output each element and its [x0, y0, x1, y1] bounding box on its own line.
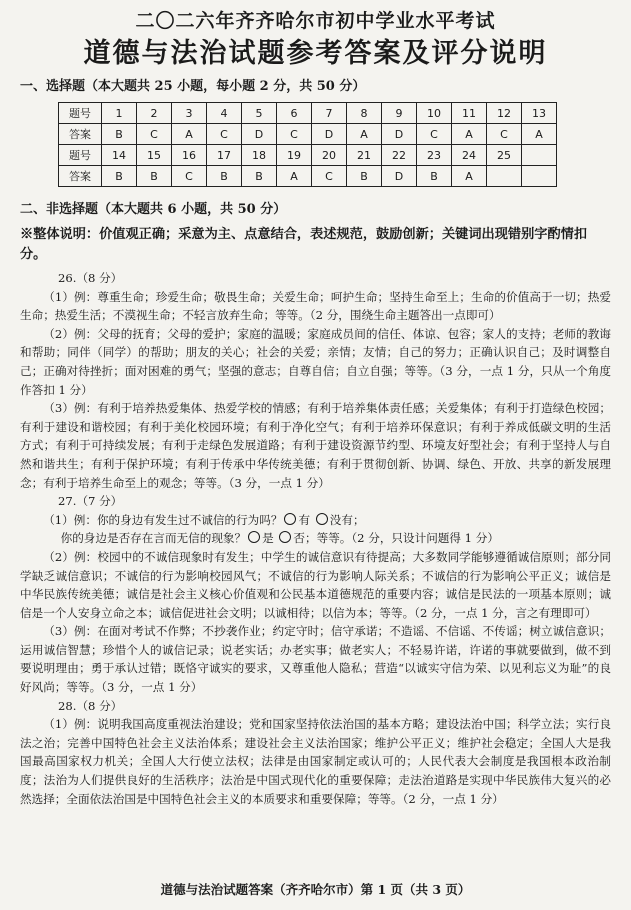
table-cell: 25 — [487, 145, 522, 166]
table-cell: B — [242, 166, 277, 187]
table-cell: 9 — [382, 103, 417, 124]
table-cell: 11 — [452, 103, 487, 124]
table-cell: 1 — [102, 103, 137, 124]
table-cell: B — [417, 166, 452, 187]
q26-answer-2: （2）例：父母的抚育；父母的爱护；家庭的温暖；家庭成员间的信任、体谅、包容；家人的支持；老师的教诲和帮助；同伴（同学）的帮助；朋友的关心；社会的关爱；亲情；友情；自己的努力；正确认识自己；及时调整自己；正确对待挫折；面对困难的勇气；坚强的意志；自尊自信；自立自强；等等。（3 分，一点 1 分，只从一个角度作答扣 1 分） — [20, 326, 611, 397]
table-row — [59, 103, 557, 124]
table-row — [59, 124, 557, 145]
table-cell: A — [347, 124, 382, 145]
table-cell: A — [277, 166, 312, 187]
table-cell: A — [172, 124, 207, 145]
scoring-note: ※整体说明：价值观正确；采意为主、点意结合，表述规范，鼓励创新；关键词出现错别字酌情扣分。 — [20, 227, 588, 262]
table-cell: 18 — [242, 145, 277, 166]
q27-heading: 27.（7 分） — [58, 494, 123, 509]
table-cell: C — [172, 166, 207, 187]
table-cell: A — [452, 124, 487, 145]
table-cell: C — [312, 166, 347, 187]
q27-answer-1b — [20, 529, 611, 548]
q26-heading: 26.（8 分） — [58, 271, 123, 285]
table-cell: 20 — [312, 145, 347, 166]
q27-answer-3 — [20, 622, 611, 696]
table-cell: B — [207, 166, 242, 187]
table-cell: 3 — [172, 103, 207, 124]
option-circle-icon — [284, 513, 296, 525]
table-cell: C — [277, 124, 312, 145]
q28-heading: 28.（8 分） — [58, 698, 123, 713]
table-row — [59, 145, 557, 166]
option-circle-icon — [316, 513, 328, 525]
option-label: 有 — [298, 512, 311, 527]
exam-title: 二〇二六年齐齐哈尔市初中学业水平考试 — [135, 10, 496, 32]
table-cell: B — [137, 166, 172, 187]
q27-answer-3-part1: （3）例：在面对考试不作弊；不抄袭作业；约定守时；信守承诺；不造谣、不信谣、不传谣； — [43, 624, 530, 639]
table-cell — [522, 166, 557, 187]
table-cell: D — [242, 124, 277, 145]
table-cell: C — [137, 124, 172, 145]
table-cell: 5 — [242, 103, 277, 124]
q28-answer-1: （1）例：说明我国高度重视法治建设；党和国家坚持依法治国的基本方略；建设法治中国；科学立法；实行良法之治；完善中国特色社会主义法治体系；建设社会主义法治国家；维护公平正义；维护社会稳定；全国人大是我国最高国家权力机关；全国人大行使立法权；法律是由国家制定或认可的；人民代表大会制度是我国根本政治制度；法治为人们提供良好的生活秩序；法治是中国式现代化的重要保障；走法治道路是实现中华民族伟大复兴的必然选择；全面依法治国是中国特色社会主义的本质要求和重要保障；等等。（2 分，一点 1 分） — [20, 717, 611, 806]
table-cell: C — [417, 124, 452, 145]
table-cell: B — [347, 166, 382, 187]
table-cell: 2 — [137, 103, 172, 124]
option-label: 否；等等。（2 分，只设计问题得 1 分） — [293, 531, 499, 546]
table-cell: D — [382, 166, 417, 187]
table-cell: C — [487, 124, 522, 145]
table-cell: 13 — [522, 103, 557, 124]
table-cell: 19 — [277, 145, 312, 166]
section1-heading: 一、选择题（本大题共 25 小题，每小题 2 分，共 50 分） — [20, 79, 366, 94]
q27-question-a: （1）例：你的身边有发生过不诚信的行为吗？ — [43, 512, 283, 527]
table-cell: 10 — [417, 103, 452, 124]
table-cell: 17 — [207, 145, 242, 166]
table-cell: D — [312, 124, 347, 145]
option-circle-icon — [248, 531, 260, 543]
table-cell: A — [452, 166, 487, 187]
row-label: 题号 — [59, 145, 102, 166]
q27-answer-2: （2）例：校园中的不诚信现象时有发生；中学生的诚信意识有待提高；大多数同学能够遵循诚信原则；部分同学缺乏诚信意识；不诚信的行为影响校园风气；不诚信的行为影响人际关系；不诚信的行为影响公平正义；诚信是中华民族传统美德；诚信是社会主义核心价值观和公民基本道德规范的重要内容；诚信是民法的一项基本原则；诚信是一个人安身立命之本；诚信促进社会文明；以诚相待；以信为本；等等。（2 分，一点 1 分，言之有理即可） — [20, 549, 611, 620]
option-label: 没有； — [329, 512, 365, 527]
table-cell: C — [207, 124, 242, 145]
table-cell: 21 — [347, 145, 382, 166]
table-cell: 14 — [102, 145, 137, 166]
table-row — [59, 166, 557, 187]
page-footer: 道德与法治试题答案（齐齐哈尔市）第 1 页（共 3 页） — [160, 882, 471, 897]
answer-table — [58, 102, 557, 187]
table-cell — [487, 166, 522, 187]
table-cell: 15 — [137, 145, 172, 166]
q27-answer-3-part2: 树立诚信意识；运用诚信智慧；珍惜个人的诚信记录；说老实话；办老实事；做老实人；不轻易许诺，许诺的事就要做到，做不到要说明理由；勇于承认过错；既恪守诚实的要求，又尊重他人隐私；营造“以诚实守信为荣、以见利忘义为耻”的良好风尚；等等。（3 分，一点 1 分） — [20, 624, 611, 695]
row-label: 答案 — [59, 124, 102, 145]
table-cell: 24 — [452, 145, 487, 166]
q27-answer-1a — [20, 511, 611, 530]
table-cell: 7 — [312, 103, 347, 124]
option-circle-icon — [279, 531, 291, 543]
table-cell: 4 — [207, 103, 242, 124]
q26-answer-3: （3）例：有利于培养热爱集体、热爱学校的情感；有利于培养集体责任感；关爱集体；有利于打造绿色校园；有利于建设和谐校园；有利于美化校园环境；有利于净化空气；有利于培养环保意识；有利于养成低碳文明的生活方式；有利于可持续发展；有利于走绿色发展道路；有利于建设资源节约型、环境友好型社会；有利于坚持人与自然和谐共生；有利于保护环境；有利于传承中华传统美德；有利于贯彻创新、协调、绿色、开放、共享的新发展理念；有利于培养生命至上的观念；等等。（3 分，一点 1 分） — [20, 401, 611, 490]
section2-heading: 二、非选择题（本大题共 6 小题，共 50 分） — [20, 202, 287, 217]
table-cell: 22 — [382, 145, 417, 166]
document-title: 道德与法治试题参考答案及评分说明 — [83, 38, 548, 69]
table-cell: 16 — [172, 145, 207, 166]
table-cell: 23 — [417, 145, 452, 166]
table-cell: 8 — [347, 103, 382, 124]
option-label: 是 — [262, 531, 274, 546]
table-cell: A — [522, 124, 557, 145]
row-label: 题号 — [59, 103, 102, 124]
table-cell: B — [102, 166, 137, 187]
table-cell: B — [102, 124, 137, 145]
table-cell: 12 — [487, 103, 522, 124]
table-cell: 6 — [277, 103, 312, 124]
row-label: 答案 — [59, 166, 102, 187]
table-cell: D — [382, 124, 417, 145]
q27-question-b: 你的身边是否存在言而无信的现象？ — [60, 531, 247, 546]
q26-answer-1: （1）例：尊重生命；珍爱生命；敬畏生命；关爱生命；呵护生命；坚持生命至上；生命的价值高于一切；热爱生命；热爱生活；不漠视生命；不轻言放弃生命；等等。（2 分，围绕生命主题答出一点即可） — [20, 289, 611, 323]
table-cell — [522, 145, 557, 166]
